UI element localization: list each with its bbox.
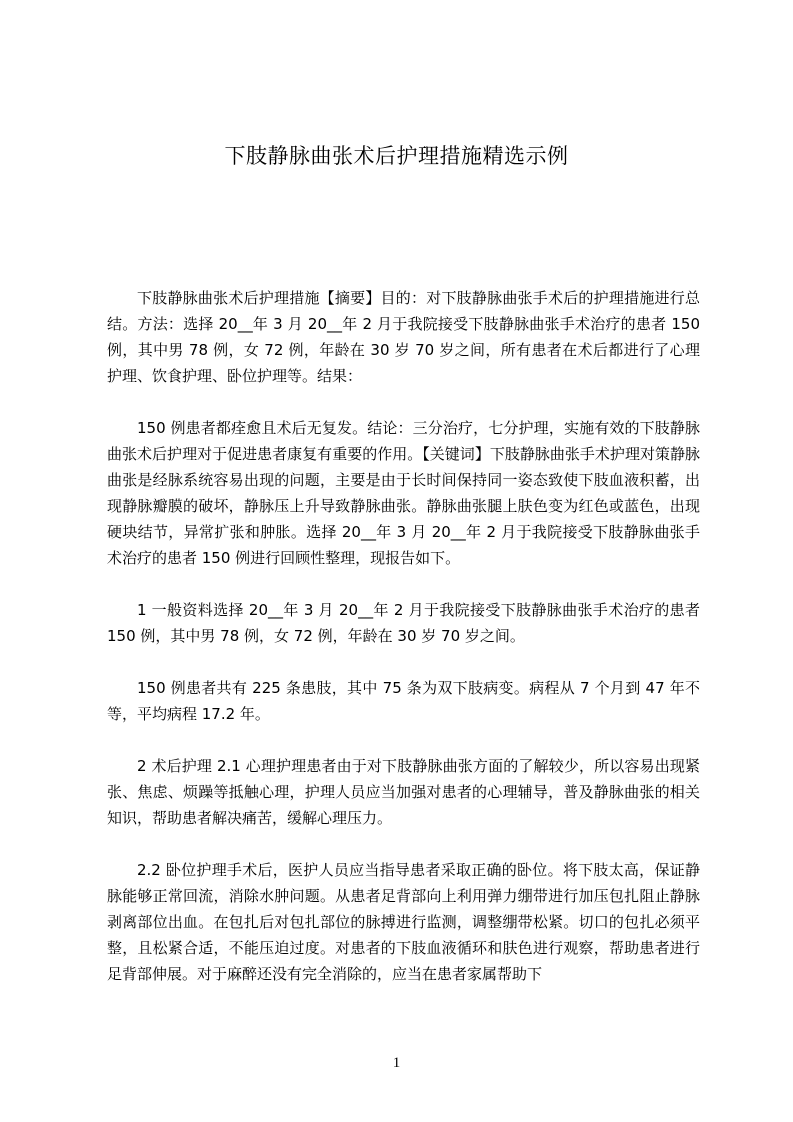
paragraph-psych-care: 2 术后护理 2.1 心理护理患者由于对下肢静脉曲张方面的了解较少，所以容易出现紧张、焦虑、烦躁等抵触心理，护理人员应当加强对患者的心理辅导，普及静脉曲张的相关知识，帮助患者解决痛苦，缓解心理压力。 — [107, 757, 700, 827]
paragraph-abstract: 下肢静脉曲张术后护理措施【摘要】目的：对下肢静脉曲张手术后的护理措施进行总结。方法：选择 20__年 3 月 20__年 2 月于我院接受下肢静脉曲张手术治疗的患者 150 例，其中男 78 例，女 72 例，年龄在 30 岁 70 岁之间，所有患者在术后都进行了心理护理、饮食护理、卧位护理等。结果： — [107, 289, 700, 385]
page-number: 1 — [392, 1055, 401, 1071]
paragraph-general-info: 1 一般资料选择 20__年 3 月 20__年 2 月于我院接受下肢静脉曲张手术治疗的患者 150 例，其中男 78 例，女 72 例，年龄在 30 岁 70 岁之间。 — [107, 601, 700, 645]
document-body — [107, 285, 700, 1013]
paragraph-limbs: 150 例患者共有 225 条患肢，其中 75 条为双下肢病变。病程从 7 个月到 47 年不等，平均病程 17.2 年。 — [107, 679, 700, 723]
paragraph-position-care: 2.2 卧位护理手术后，医护人员应当指导患者采取正确的卧位。将下肢太高，保证静脉能够正常回流，消除水肿问题。从患者足背部向上利用弹力绷带进行加压包扎阻止静脉剥离部位出血。在包扎后对包扎部位的脉搏进行监测，调整绷带松紧。切口的包扎必须平整，且松紧合适，不能压迫过度。对患者的下肢血液循环和肤色进行观察，帮助患者进行足背部伸展。对于麻醉还没有完全消除的，应当在患者家属帮助下 — [107, 861, 700, 983]
document-title: 下肢静脉曲张术后护理措施精选示例 — [224, 144, 569, 168]
paragraph-results: 150 例患者都痊愈且术后无复发。结论：三分治疗，七分护理，实施有效的下肢静脉曲张术后护理对于促进患者康复有重要的作用。【关键词】下肢静脉曲张手术护理对策静脉曲张是经脉系统容易出现的问题，主要是由于长时间保持同一姿态致使下肢血液积蓄，出现静脉瓣膜的破坏，静脉压上升导致静脉曲张。静脉曲张腿上肤色变为红色或蓝色，出现硬块结节，异常扩张和肿胀。选择 20__年 3 月 20__年 2 月于我院接受下肢静脉曲张手术治疗的患者 150 例进行回顾性整理，现报告如下。 — [107, 419, 700, 567]
